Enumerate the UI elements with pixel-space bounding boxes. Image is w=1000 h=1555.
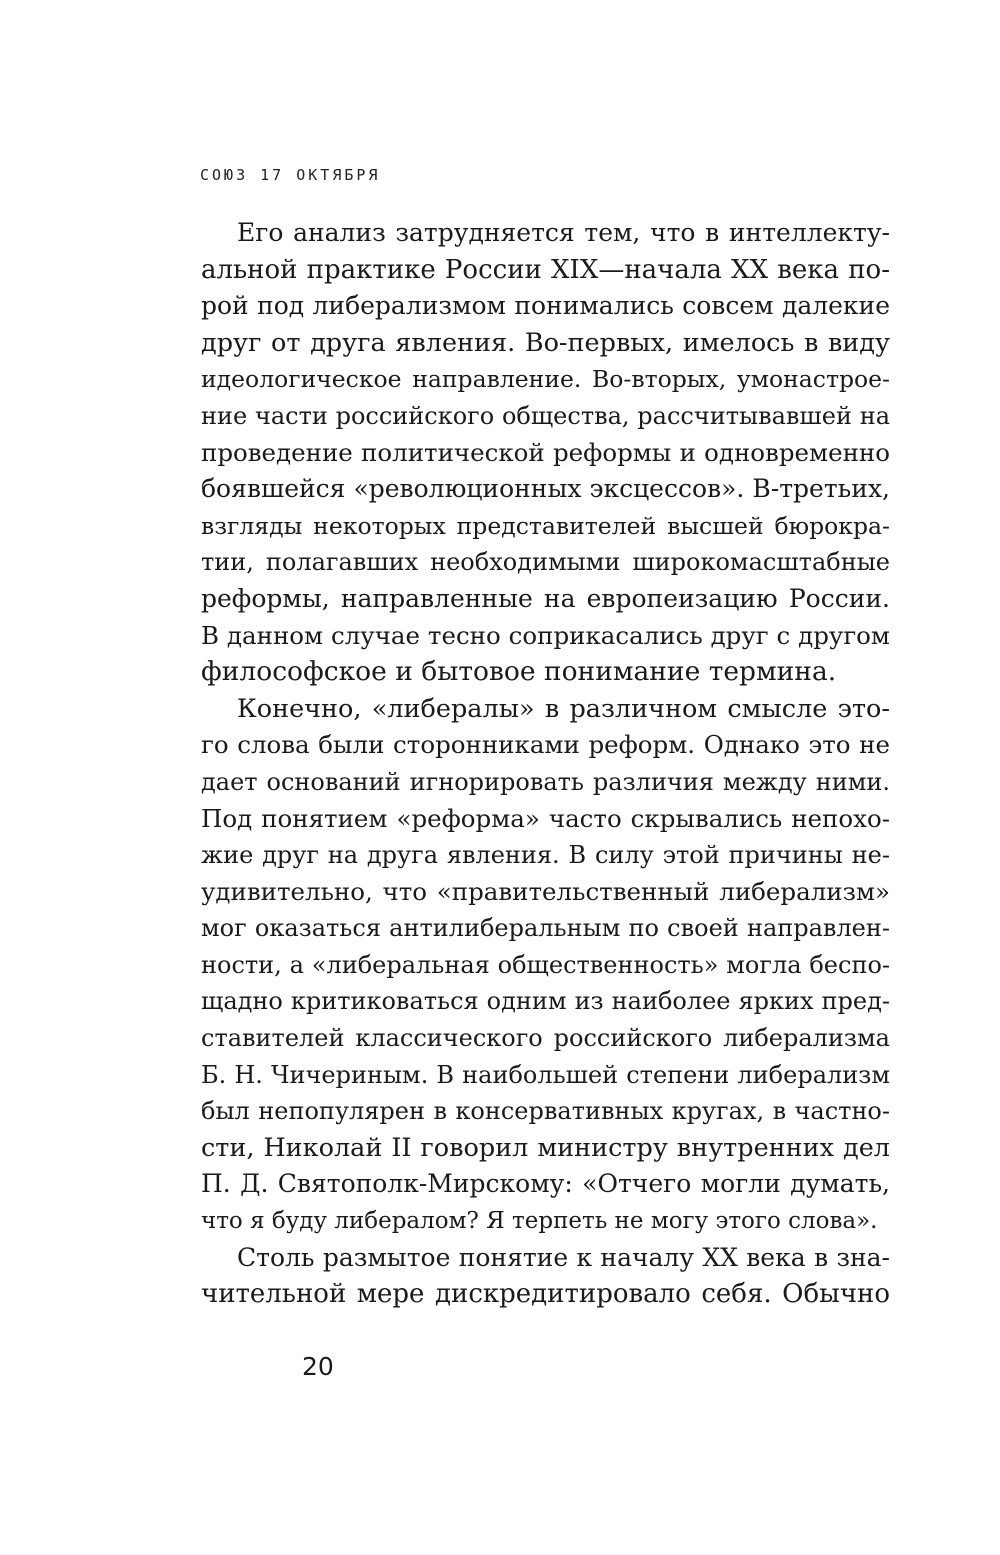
text-line: философское и бытовое понимание термина. bbox=[201, 656, 837, 688]
text-line: удивительно, что «правительственный либерализм» bbox=[201, 876, 890, 906]
text-line: идеологическое направление. Во-вторых, умонастрое- bbox=[201, 365, 890, 394]
text-line: сти, Николай II говорил министру внутренних дел bbox=[201, 1132, 890, 1163]
text-line: проведение политической реформы и одновременно bbox=[201, 437, 890, 467]
running-head: СОЮЗ 17 ОКТЯБРЯ bbox=[200, 166, 381, 184]
page-number: 20 bbox=[302, 1352, 334, 1381]
text-line: взгляды некоторых представителей высшей бюрокра- bbox=[201, 511, 890, 540]
text-line: П. Д. Святополк-Мирскому: «Отчего могли думать, bbox=[201, 1169, 890, 1199]
text-line: тии, полагавших необходимыми широкомасштабные bbox=[201, 548, 890, 577]
text-line: ности, а «либеральная общественность» могла беспо- bbox=[201, 950, 890, 979]
text-line: го слова были сторонниками реформ. Однако это не bbox=[201, 730, 890, 760]
text-line: ставителей классического российского либерализма bbox=[201, 1024, 890, 1053]
text-line: был непопулярен в консервативных кругах, в частно- bbox=[201, 1097, 890, 1126]
text-line: реформы, направленные на европеизацию России. bbox=[201, 583, 890, 613]
text-line: боявшейся «революционных эксцессов». В-третьих, bbox=[201, 474, 890, 504]
text-line: Б. Н. Чичериным. В наибольшей степени либерализм bbox=[201, 1060, 890, 1089]
text-line: Конечно, «либералы» в различном смысле это- bbox=[237, 693, 890, 724]
text-line: В данном случае тесно соприкасались друг с другом bbox=[201, 620, 890, 650]
text-line: что я буду либералом? Я терпеть не могу этого слова». bbox=[201, 1208, 878, 1235]
text-line: дает оснований игнорировать различия между ними. bbox=[201, 767, 890, 796]
body-text bbox=[201, 215, 890, 1313]
text-line: альной практике России XIX—начала XX века по- bbox=[201, 254, 890, 285]
text-line: Под понятием «реформа» часто скрывались непохо- bbox=[201, 803, 890, 833]
text-line: чительной мере дискредитировало себя. Обычно bbox=[201, 1279, 890, 1310]
text-line: Столь размытое понятие к началу XX века в зна- bbox=[237, 1242, 890, 1272]
text-line: щадно критиковаться одним из наиболее ярких пред- bbox=[201, 987, 890, 1016]
text-line: рой под либерализмом понимались совсем далекие bbox=[201, 291, 890, 321]
text-line: ние части российского общества, рассчитывавшей на bbox=[201, 401, 890, 430]
text-line: Его анализ затрудняется тем, что в интеллекту- bbox=[237, 218, 890, 247]
text-line: жие друг на друга явления. В силу этой причины не- bbox=[201, 841, 890, 870]
text-line: мог оказаться антилиберальным по своей направлен- bbox=[201, 914, 890, 943]
text-line: друг от друга явления. Во-первых, имелось в виду bbox=[201, 327, 890, 358]
